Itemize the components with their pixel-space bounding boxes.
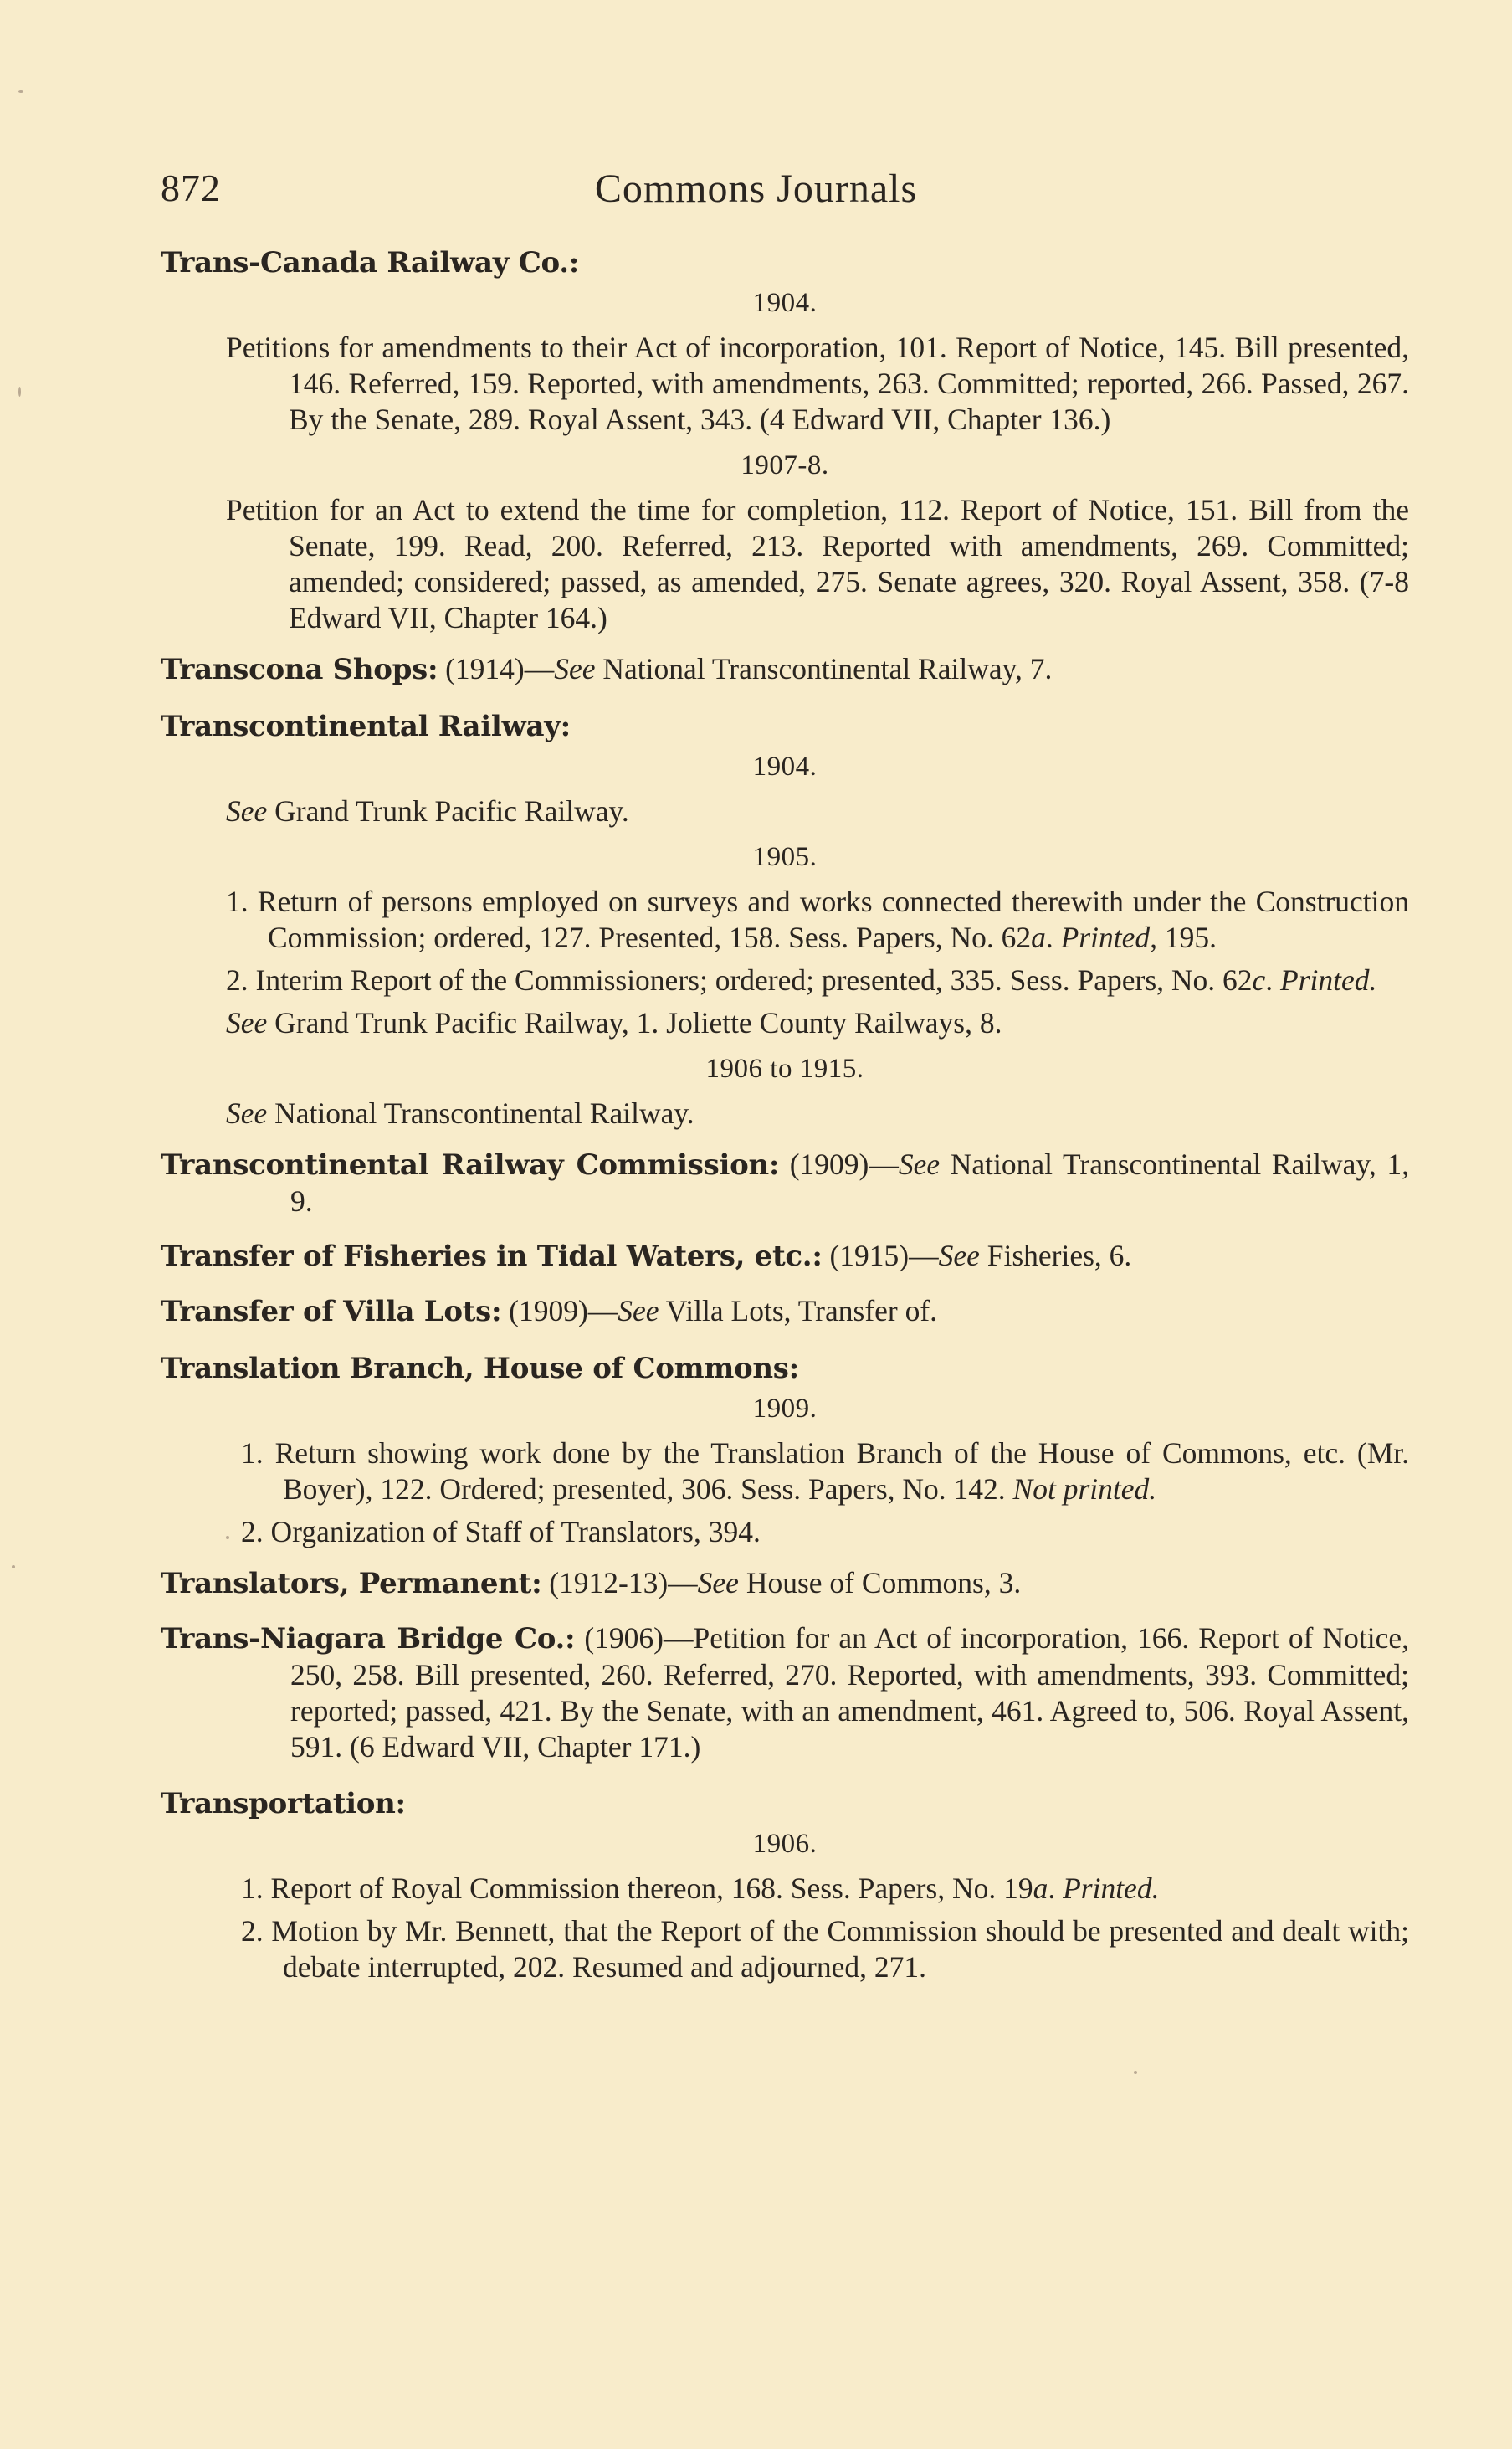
see-reference: See	[226, 1006, 268, 1040]
entry-text: Grand Trunk Pacific Railway.	[267, 794, 629, 828]
see-reference: See	[697, 1566, 739, 1599]
entry-heading: Trans-Canada Railway Co.:	[161, 246, 580, 280]
entry-text: National Transcontinental Railway.	[267, 1096, 694, 1130]
paper-speck	[18, 387, 21, 397]
entry-heading: Translation Branch, House of Commons:	[161, 1352, 799, 1385]
list-item: 1. Report of Royal Commission thereon, 168. Sess. Papers, No. 19a. Printed.	[241, 1871, 1160, 1905]
index-entry	[161, 1147, 1409, 1219]
entry-text: (1912-13)—	[541, 1566, 698, 1599]
list-item: 1. Return showing work done by the Translation Branch of the House of Commons, etc. (Mr. Boyer), 122. Ordered; presented, 306. Sess. Papers, No. 142. Not printed.	[241, 1436, 1410, 1506]
entry-text: (1909)—	[501, 1294, 618, 1327]
year-label: 1907-8.	[741, 450, 829, 480]
see-line	[226, 1005, 1409, 1041]
see-reference: See	[226, 1096, 268, 1130]
see-reference: See	[618, 1294, 659, 1327]
paper-speck	[12, 1565, 15, 1568]
entry-text: (1915)—	[822, 1239, 939, 1272]
entry-text: House of Commons, 3.	[738, 1566, 1022, 1599]
index-entry	[161, 706, 1409, 1132]
entry-text: Petition for an Act to extend the time for completion, 112. Report of Notice, 151. Bill from the Senate, 199. Read, 200. Referred, 213. Reported with amendments, 269. Committed; amended; considered; passed, as amended, 275. Senate agrees, 320. Royal Assent, 358. (7-8 Edward VII, Chapter 164.)	[226, 493, 1409, 634]
index-content	[161, 243, 1409, 2000]
entry-heading: Trans-Niagara Bridge Co.:	[161, 1622, 576, 1656]
paper-speck	[1134, 2071, 1137, 2074]
year-label: 1906.	[752, 1829, 818, 1859]
see-reference: See	[226, 794, 268, 828]
entry-text: Petitions for amendments to their Act of incorporation, 101. Report of Notice, 145. Bill presented, 146. Referred, 159. Reported, with amendments, 263. Committed; reported, 266. Passed, 267. By the Senate, 289. Royal Assent, 343. (4 Edward VII, Chapter 136.)	[226, 331, 1409, 436]
see-reference: See	[554, 652, 596, 685]
entry-text: Grand Trunk Pacific Railway, 1. Joliette County Railways, 8.	[267, 1006, 1002, 1040]
index-entry	[161, 1293, 1409, 1330]
index-entry	[161, 1565, 1409, 1602]
entry-heading: Transfer of Villa Lots:	[161, 1295, 502, 1328]
year-label: 1904.	[752, 288, 818, 318]
entry-text: National Transcontinental Railway, 1, 9.	[290, 1147, 1409, 1218]
year-label: 1905.	[752, 842, 818, 872]
entry-text: Villa Lots, Transfer of.	[659, 1294, 938, 1327]
index-entry	[161, 1238, 1409, 1275]
entry-heading: Transcona Shops:	[161, 653, 438, 686]
entry-heading: Transfer of Fisheries in Tidal Waters, etc.:	[161, 1240, 823, 1273]
entry-heading: Transportation:	[161, 1787, 406, 1820]
list-item: 2. Organization of Staff of Translators, 394.	[241, 1515, 761, 1548]
page-number: 872	[161, 167, 221, 209]
year-label: 1904.	[752, 752, 818, 782]
entry-text: (1914)—	[445, 652, 555, 685]
paper-speck	[226, 1536, 229, 1539]
see-reference: See	[938, 1239, 980, 1272]
paper-speck	[18, 90, 23, 93]
index-entry	[161, 243, 1409, 636]
entry-heading: Transcontinental Railway Commission:	[161, 1148, 780, 1182]
see-reference: See	[898, 1147, 941, 1181]
running-title: Commons Journals	[594, 167, 918, 211]
year-label: 1909.	[752, 1394, 818, 1424]
list-item: 2. Motion by Mr. Bennett, that the Report of the Commission should be presented and dealt with; debate interrupted, 202. Resumed and adjourned, 271.	[241, 1914, 1409, 1984]
index-entry	[161, 1784, 1409, 1985]
entry-heading: Transcontinental Railway:	[161, 710, 571, 743]
entry-text: National Transcontinental Railway, 7.	[595, 652, 1053, 685]
index-entry	[161, 1348, 1409, 1550]
index-entry	[161, 1620, 1409, 1765]
entry-text: (1909)—	[779, 1147, 899, 1181]
see-line	[226, 1096, 1409, 1132]
list-item: 2. Interim Report of the Commissioners; ordered; presented, 335. Sess. Papers, No. 62c. Printed.	[226, 963, 1377, 997]
index-entry	[161, 651, 1409, 688]
list-item: 1. Return of persons employed on surveys and works connected therewith under the Construction Commission; ordered, 127. Presented, 158. Sess. Papers, No. 62a. Printed, 195.	[226, 885, 1409, 954]
entry-heading: Translators, Permanent:	[161, 1567, 542, 1600]
entry-text: Fisheries, 6.	[979, 1239, 1132, 1272]
entry-text: (1906)—Petition for an Act of incorporation, 166. Report of Notice, 250, 258. Bill presented, 260. Referred, 270. Reported, with amendments, 393. Committed; reported; passed, 421. By the Senate, with an amendment, 461. Agreed to, 506. Royal Assent, 591. (6 Edward VII, Chapter 171.)	[290, 1621, 1409, 1764]
see-line	[226, 793, 1409, 829]
year-label: 1906 to 1915.	[705, 1054, 864, 1084]
